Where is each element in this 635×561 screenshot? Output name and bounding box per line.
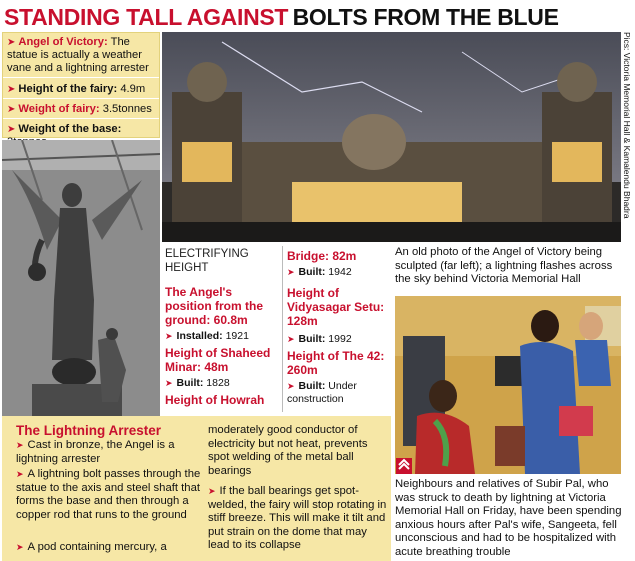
stat-heading: Height of Shaheed Minar: 48m bbox=[165, 346, 271, 374]
caption-bottom: Neighbours and relatives of Subir Pal, who was struck to death by lightning at Victoria Memorial Hall on Friday, have been spending anxious hours after Pal's wife, Sangeeta, fell unconscious and had to be hospitalized with acute breathing trouble bbox=[395, 478, 622, 558]
family-illustration bbox=[395, 296, 621, 474]
caption-top: An old photo of the Angel of Victory being sculpted (far left); a lightning flashes across the sky behind Victoria Memorial Hall bbox=[395, 246, 613, 285]
red-arrow-icon: ➤ bbox=[287, 334, 295, 344]
divider bbox=[3, 77, 159, 78]
fact-label: Weight of fairy: bbox=[18, 103, 100, 115]
stat-heading: Height of Howrah bbox=[165, 393, 265, 407]
statue-illustration bbox=[2, 140, 160, 416]
stat-line: ➤ Built: 1942 bbox=[287, 266, 352, 278]
stat-heading: Height of The 42: 260m bbox=[287, 349, 385, 377]
arrester-bullet: ➤ A pod containing mercury, a bbox=[16, 541, 167, 553]
stat-line: ➤ Built: 1828 bbox=[165, 377, 230, 389]
arrester-bullet: ➤ Cast in bronze, the Angel is a lightning arrester bbox=[16, 439, 175, 465]
fact-label: Height of the fairy: bbox=[18, 83, 118, 95]
red-arrow-icon: ➤ bbox=[7, 124, 16, 135]
fact-label: Angel of Victory: bbox=[18, 36, 108, 48]
victoria-memorial-photo bbox=[162, 32, 621, 242]
photo-credit-text: Pics: Victoria Memorial Hall & Kamalendu Bhadra bbox=[622, 32, 632, 219]
angel-statue-photo bbox=[2, 140, 160, 416]
photo-credit bbox=[622, 32, 634, 242]
fact-fairy-height bbox=[7, 83, 145, 96]
red-arrow-icon: ➤ bbox=[7, 84, 16, 95]
red-arrow-icon: ➤ bbox=[7, 37, 16, 48]
red-arrow-icon: ➤ bbox=[165, 378, 173, 388]
red-arrow-icon: ➤ bbox=[16, 440, 24, 450]
paper-logo-icon bbox=[396, 458, 412, 474]
fact-label: Weight of the base: bbox=[18, 123, 122, 135]
red-arrow-icon: ➤ bbox=[287, 267, 295, 277]
stat-heading: Bridge: 82m bbox=[287, 249, 357, 263]
divider bbox=[3, 98, 159, 99]
height-column-right bbox=[287, 249, 391, 406]
fact-box bbox=[2, 32, 160, 138]
victoria-memorial-illustration bbox=[162, 32, 621, 242]
red-arrow-icon: ➤ bbox=[287, 381, 295, 391]
red-arrow-icon: ➤ bbox=[16, 469, 24, 479]
stat-line: ➤ Built: Under construction bbox=[287, 380, 357, 405]
arrester-bullet: ➤ If the ball bearings get spot-welded, the fairy will stop rotating in stiff breeze. This will make it tilt and put strain on the dome that may lead to its collapse bbox=[208, 485, 387, 551]
arrester-title: The Lightning Arrester bbox=[16, 423, 162, 438]
fact-text: 3.5tonnes bbox=[102, 103, 152, 115]
stat-heading: Height of Vidyasagar Setu: 128m bbox=[287, 286, 385, 328]
red-arrow-icon: ➤ bbox=[208, 486, 216, 496]
headline-red: STANDING TALL AGAINST bbox=[4, 4, 289, 30]
divider bbox=[3, 118, 159, 119]
arrester-continued: moderately good conductor of electricity but not heat, prevents spot welding of the metal ball bearings bbox=[208, 424, 368, 477]
fact-angel bbox=[7, 36, 157, 75]
headline bbox=[4, 4, 631, 30]
red-arrow-icon: ➤ bbox=[7, 104, 16, 115]
fact-text: The statue is actually a weather vane and a lightning arrester bbox=[7, 36, 149, 74]
fact-fairy-weight bbox=[7, 103, 152, 116]
column-divider bbox=[282, 246, 283, 412]
stat-heading: The Angel's position from the ground: 60.8m bbox=[165, 285, 263, 327]
arrester-bullet: ➤ A lightning bolt passes through the statue to the axis and steel shaft that forms the base and then through a copper rod that runs to the ground bbox=[16, 468, 201, 521]
height-column-left bbox=[165, 285, 280, 407]
headline-black: BOLTS FROM THE BLUE bbox=[292, 4, 559, 30]
family-photo bbox=[395, 296, 621, 474]
stat-line: ➤ Built: 1992 bbox=[287, 333, 352, 345]
red-arrow-icon: ➤ bbox=[16, 542, 24, 552]
fact-text: 4.9m bbox=[120, 83, 146, 95]
electrifying-title: ELECTRIFYING HEIGHT bbox=[165, 248, 249, 274]
stat-line: ➤ Installed: 1921 bbox=[165, 330, 249, 342]
red-arrow-icon: ➤ bbox=[165, 331, 173, 341]
